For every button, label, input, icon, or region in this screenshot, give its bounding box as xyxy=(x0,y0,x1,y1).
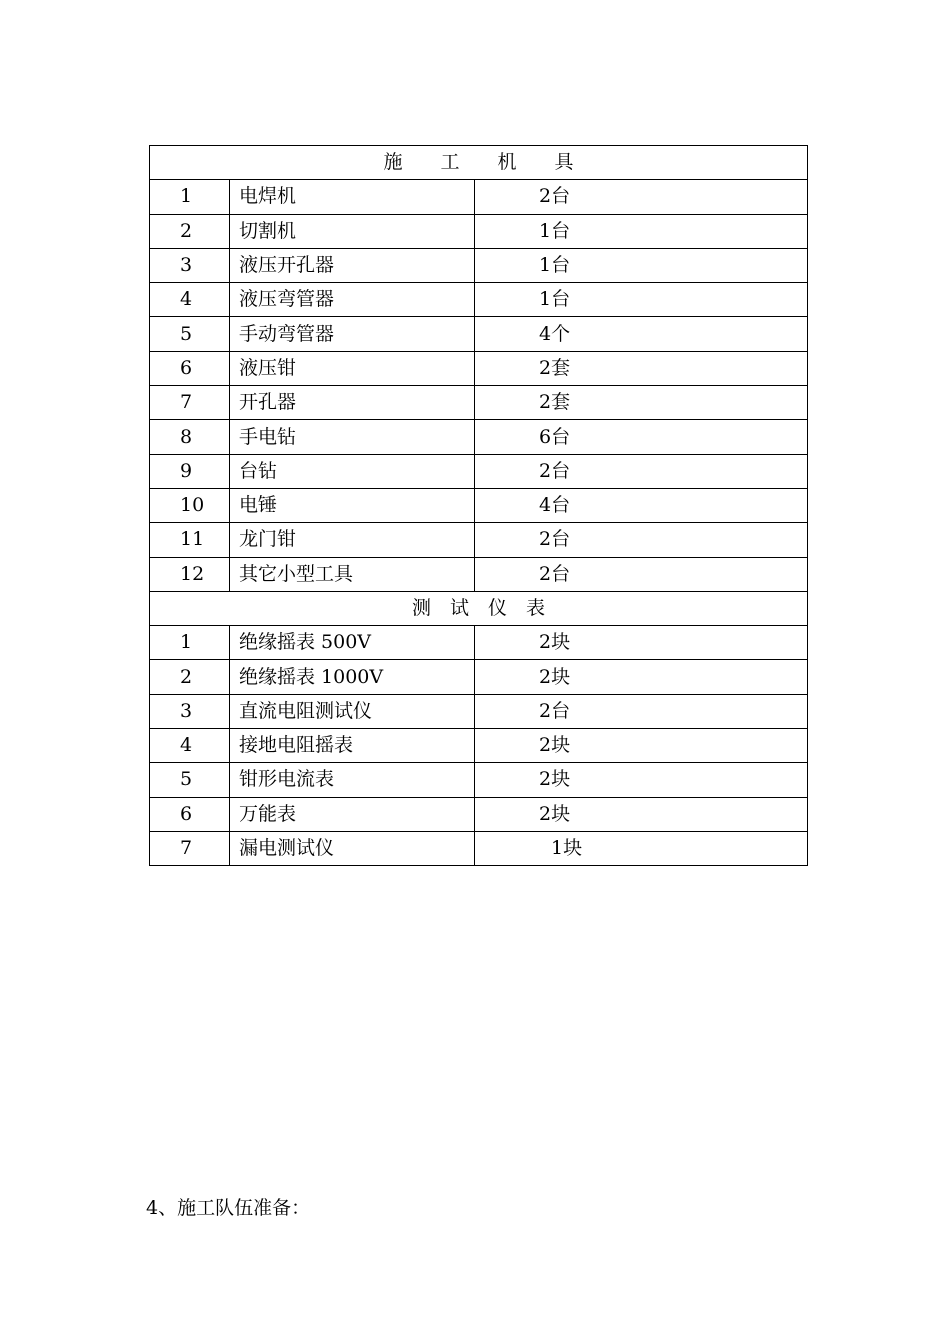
item-name: 电锤 xyxy=(230,488,475,522)
item-name: 绝缘摇表 1000V xyxy=(230,660,475,694)
row-number: 10 xyxy=(150,488,230,522)
item-quantity: 6台 xyxy=(475,420,808,454)
item-quantity: 4台 xyxy=(475,488,808,522)
row-number: 4 xyxy=(150,729,230,763)
item-name: 直流电阻测试仪 xyxy=(230,694,475,728)
table-row xyxy=(150,523,808,557)
table-row xyxy=(150,626,808,660)
row-number: 11 xyxy=(150,523,230,557)
table-row xyxy=(150,420,808,454)
table-row xyxy=(150,660,808,694)
row-number: 8 xyxy=(150,420,230,454)
row-number: 4 xyxy=(150,283,230,317)
row-number: 12 xyxy=(150,557,230,591)
table-row xyxy=(150,317,808,351)
item-quantity: 2台 xyxy=(475,454,808,488)
row-number: 6 xyxy=(150,797,230,831)
item-quantity: 2台 xyxy=(475,180,808,214)
item-name: 手电钻 xyxy=(230,420,475,454)
item-name: 漏电测试仪 xyxy=(230,831,475,865)
item-quantity: 2块 xyxy=(475,626,808,660)
item-quantity: 4个 xyxy=(475,317,808,351)
item-name: 其它小型工具 xyxy=(230,557,475,591)
table-row xyxy=(150,831,808,865)
item-quantity: 2台 xyxy=(475,523,808,557)
item-quantity: 1块 xyxy=(475,831,808,865)
section-header-row xyxy=(150,591,808,625)
item-name: 开孔器 xyxy=(230,386,475,420)
item-name: 液压开孔器 xyxy=(230,248,475,282)
item-quantity: 1台 xyxy=(475,283,808,317)
equipment-table xyxy=(149,145,808,866)
table-row xyxy=(150,763,808,797)
item-name: 切割机 xyxy=(230,214,475,248)
table-row xyxy=(150,283,808,317)
row-number: 3 xyxy=(150,248,230,282)
section-title-test-instruments: 测 试 仪 表 xyxy=(150,591,808,625)
item-name: 液压钳 xyxy=(230,351,475,385)
table-row xyxy=(150,386,808,420)
item-quantity: 2台 xyxy=(475,694,808,728)
item-name: 万能表 xyxy=(230,797,475,831)
row-number: 7 xyxy=(150,831,230,865)
item-quantity: 1台 xyxy=(475,248,808,282)
item-quantity: 2套 xyxy=(475,386,808,420)
item-quantity: 2套 xyxy=(475,351,808,385)
item-name: 台钻 xyxy=(230,454,475,488)
item-name: 手动弯管器 xyxy=(230,317,475,351)
row-number: 5 xyxy=(150,317,230,351)
row-number: 2 xyxy=(150,214,230,248)
section-title-construction-tools: 施 工 机 具 xyxy=(150,146,808,180)
row-number: 9 xyxy=(150,454,230,488)
table-row xyxy=(150,214,808,248)
table-row xyxy=(150,454,808,488)
row-number: 1 xyxy=(150,626,230,660)
item-quantity: 2台 xyxy=(475,557,808,591)
table-row xyxy=(150,248,808,282)
table-row xyxy=(150,488,808,522)
item-name: 绝缘摇表 500V xyxy=(230,626,475,660)
row-number: 6 xyxy=(150,351,230,385)
item-name: 钳形电流表 xyxy=(230,763,475,797)
item-name: 龙门钳 xyxy=(230,523,475,557)
item-name: 接地电阻摇表 xyxy=(230,729,475,763)
table-row xyxy=(150,797,808,831)
row-number: 2 xyxy=(150,660,230,694)
row-number: 1 xyxy=(150,180,230,214)
item-quantity: 2块 xyxy=(475,660,808,694)
section-heading-team-preparation: 4、施工队伍准备： xyxy=(146,1197,311,1219)
item-name: 液压弯管器 xyxy=(230,283,475,317)
table-row xyxy=(150,694,808,728)
table-row xyxy=(150,557,808,591)
item-quantity: 2块 xyxy=(475,797,808,831)
section-header-row xyxy=(150,146,808,180)
item-name: 电焊机 xyxy=(230,180,475,214)
row-number: 3 xyxy=(150,694,230,728)
row-number: 5 xyxy=(150,763,230,797)
item-quantity: 2块 xyxy=(475,763,808,797)
table-row xyxy=(150,351,808,385)
item-quantity: 2块 xyxy=(475,729,808,763)
table-row xyxy=(150,729,808,763)
row-number: 7 xyxy=(150,386,230,420)
table-row xyxy=(150,180,808,214)
item-quantity: 1台 xyxy=(475,214,808,248)
